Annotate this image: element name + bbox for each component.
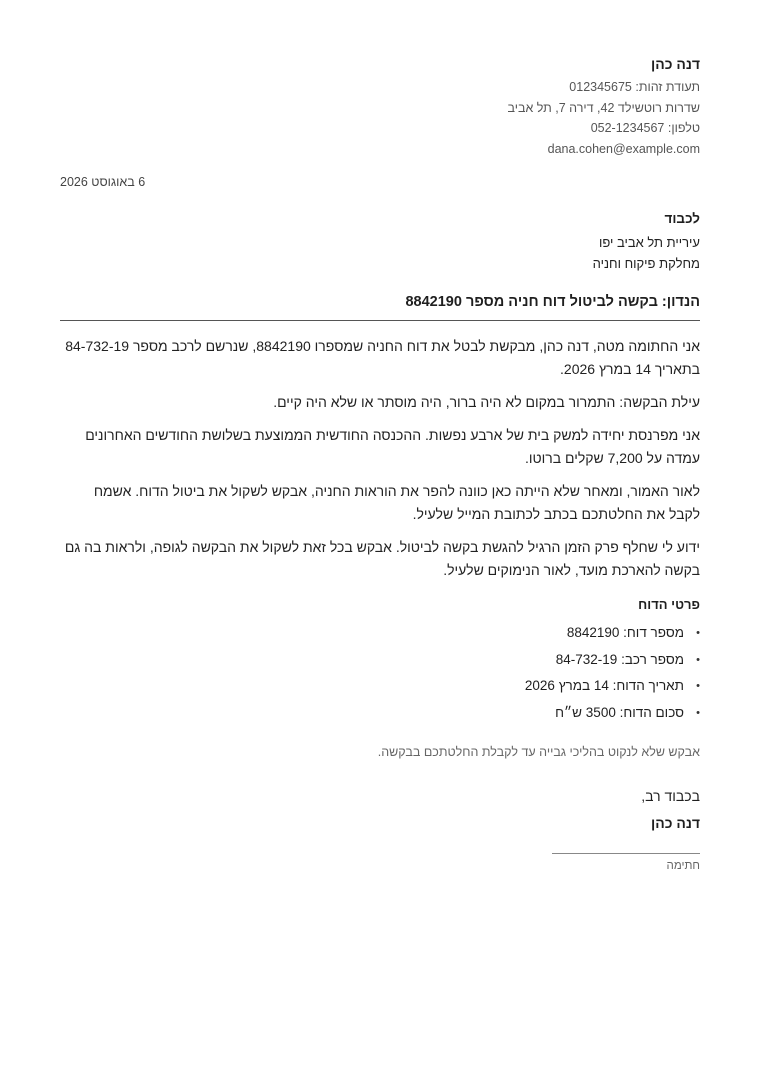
bullet-icon: • [696,653,700,666]
recipient-title: לכבוד [664,211,700,226]
collection-note: אבקש שלא לנקוט בהליכי גבייה עד לקבלת החלטתכם בבקשה. [377,745,700,759]
details-item-text: מספר רכב: 84-732-19 [555,651,684,667]
sender-email: dana.cohen@example.com [547,141,700,156]
signature-line [552,853,700,854]
recipient-block [60,209,700,274]
details-list [60,620,700,726]
details-item-text: תאריך הדוח: 14 במרץ 2026 [524,678,684,693]
body-paragraph: ידוע לי שחלף פרק הזמן הרגיל להגשת בקשה לביטול. אבקש בכל זאת לשקול את הבקשה לגופה, ולראות בה גם בקשה להארכת מועד, לאור הנימוקים שלעיל. [64,539,700,578]
closing-name: דנה כהן [651,815,700,831]
closing-regards: בכבוד רב, [641,788,700,804]
sender-address: שדרות רוטשילד 42, דירה 7, תל אביב [507,100,700,115]
recipient-dept: מחלקת פיקוח וחניה [592,256,700,271]
subject-line: הנדון: בקשה לביטול דוח חניה מספר 8842190 [60,292,700,321]
body-paragraph: אני החתומה מטה, דנה כהן, מבקשת לבטל את דוח החניה שמספרו 8842190, שנרשם לרכב מספר 84-732-19 בתאריך 14 במרץ 2026. [65,338,700,377]
body-paragraph: לאור האמור, ומאחר שלא הייתה כאן כוונה להפר את הוראות החניה, אבקש לשקול את ביטול הדוח. אשמח לקבל את החלטתכם בכתב לכתובת המייל שלעיל. [93,483,700,522]
details-item [60,673,700,700]
details-item [60,700,700,727]
body-paragraph: עילת הבקשה: התמרור במקום לא היה ברור, היה מוסתר או שלא היה קיים. [273,394,700,410]
letter-content [60,54,700,874]
bullet-icon: • [696,706,700,719]
bullet-icon: • [696,680,700,692]
details-item-text: מספר דוח: 8842190 [566,625,684,640]
letter-body [60,335,700,582]
details-item [60,620,700,647]
details-title: פרטי הדוח [638,597,700,612]
details-item-text: סכום הדוח: 3500 ש״ח [555,704,684,720]
body-paragraph: אני מפרנסת יחידה למשק בית של ארבע נפשות. ההכנסה החודשית הממוצעת בשלושת החודשים האחרונים עמדה על 7,200 שקלים ברוטו. [85,427,700,466]
letter-date: 6 באוגוסט 2026 [60,175,146,189]
bullet-icon: • [696,627,700,639]
sender-id: תעודת זהות: 012345675 [569,80,700,94]
sender-block [60,54,700,159]
sender-name: דנה כהן [651,56,700,72]
sender-phone: טלפון: 052-1234567 [590,121,700,135]
details-item [60,647,700,674]
signature-label: חתימה [666,860,700,872]
recipient-org: עיריית תל אביב יפו [598,235,700,250]
